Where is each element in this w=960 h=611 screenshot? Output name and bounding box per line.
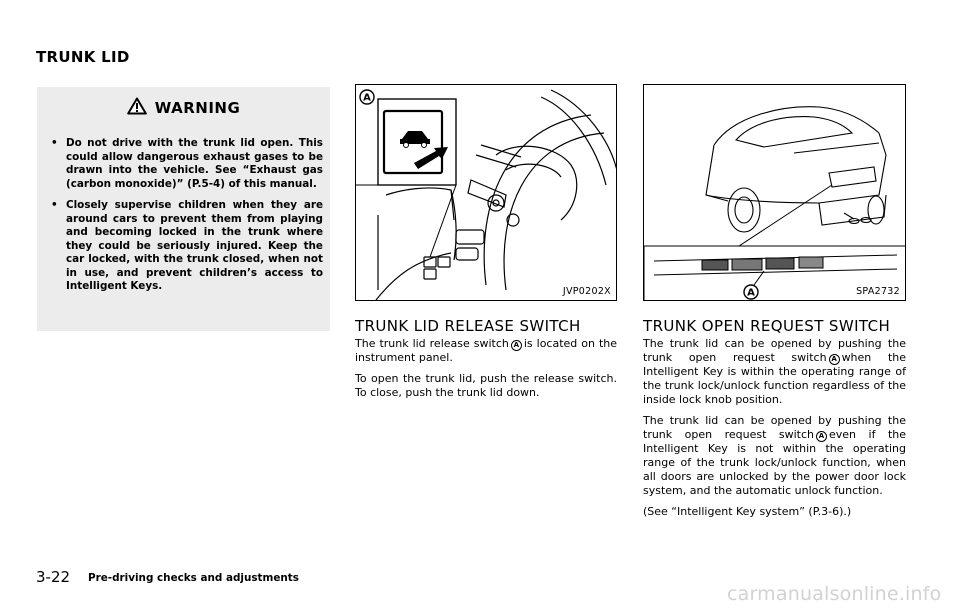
watermark: carmanualsonline.info — [727, 583, 942, 605]
instrument-panel-illustration — [356, 85, 617, 301]
warning-header — [37, 97, 330, 119]
release-switch-text — [355, 337, 617, 407]
warning-item: • Closely supervise children when they are around cars to prevent them from playing and becoming locked in the trunk where they could be seriously injured. Keep the car locked, with the trunk closed, when not in use, and prevent children’s access to Intelligent Keys. — [51, 199, 323, 294]
text-run: The trunk lid can be opened by pushing the trunk open request switch — [643, 414, 906, 441]
text-run: even if the Intelligent Key is not within the operating range of the trunk lock/unlock function, when all doors are unlocked by the power door lock system, and the automatic unlock function. — [643, 428, 906, 497]
heading-open-request-switch: TRUNK OPEN REQUEST SWITCH — [643, 317, 891, 335]
car-rear-illustration — [644, 85, 906, 301]
chapter-title: Pre-driving checks and adjustments — [88, 572, 299, 584]
warning-triangle-icon — [127, 97, 147, 119]
callout-a-marker: A — [829, 354, 840, 365]
warning-item: • Do not drive with the trunk lid open. This could allow dangerous exhaust gases to be drawn into the vehicle. See “Exhaust gas (carbon monoxide)” (P.5-4) of this manual. — [51, 137, 323, 191]
text-run: when the Intelligent Key is within the operating range of the trunk lock/unlock function regardless of the inside lock knob position. — [643, 351, 906, 406]
figure-trunk-open-request-switch — [643, 84, 906, 301]
warning-box — [37, 87, 330, 331]
page-number: 3-22 — [36, 568, 71, 586]
figure-code: JVP0202X — [562, 286, 611, 297]
heading-release-switch: TRUNK LID RELEASE SWITCH — [355, 317, 581, 335]
paragraph: (See “Intelligent Key system” (P.3-6).) — [643, 505, 852, 518]
figure-callout-a: A — [363, 92, 371, 104]
paragraph — [643, 414, 906, 498]
callout-a-marker: A — [816, 431, 827, 442]
figure-trunk-release-switch — [355, 84, 617, 301]
warning-title: WARNING — [154, 99, 241, 117]
text-run: The trunk lid can be opened by pushing the trunk open request switch — [643, 337, 906, 364]
open-request-switch-text — [643, 337, 906, 526]
paragraph — [643, 337, 906, 407]
paragraph — [355, 337, 617, 365]
section-title: TRUNK LID — [36, 48, 130, 66]
figure-code: SPA2732 — [856, 286, 900, 297]
callout-a-marker: A — [511, 340, 522, 351]
warning-list — [51, 137, 323, 302]
paragraph: To open the trunk lid, push the release switch. To close, push the trunk lid down. — [355, 372, 617, 399]
text-run: is located on the instrument panel. — [355, 337, 618, 364]
figure-callout-a: A — [747, 287, 755, 299]
text-run: The trunk lid release switch — [355, 337, 509, 350]
